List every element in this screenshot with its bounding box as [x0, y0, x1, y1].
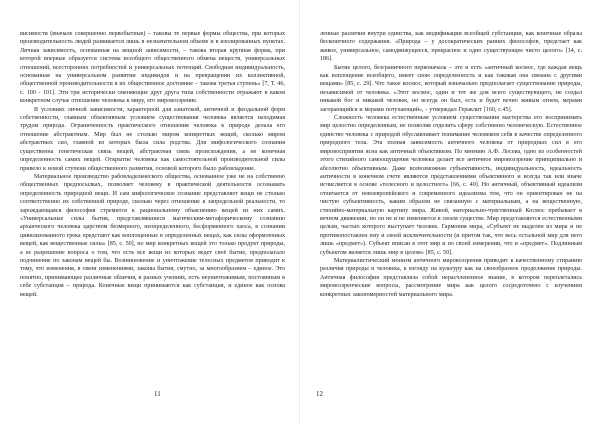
left-page-text: [20, 30, 285, 390]
paragraph: Сложность человека естественным условием существования мастерства его воспринимать мир целостно определенным, не позволяя отделить сферу собственно человеческую. Естественное единство человека с природой обуславливает понимание человеком себя в качестве определенного природного тела. Эта полная зависимость античного человека от природных сил в его мировосприятии ясна как античный объективизм. По мнению А.Ф. Лосева, одно из особенностей этого стихийного самоощущения человека делает все античное мировоззрение принципиально и абсолютно объективным. Даже всевозможная субъективность, индивидуальность, идеальность античности в конечном счете являются представлениями объективного и всегда так или иначе исчисляется в основе «телесного и целостного» [66, с. 40]. Но античный, объективный идеализм отличается от новоевропейского и современного идеализма тем, что он ориентирован не на чистую субъективность, каким образом не связанную с материальным, а на вещественную, стихийно-материальную картину мира. Живой, материально-чувственный Космос пребывает в вечном движении, но он не и не изменяется в своем существе. Мир представляется естественными целым, частью которого выступает человек. Гармония мира, «Субъект не выделен из мира и не противопоставлен ему и своей исключительности (и притом так, что весь остальной мир для него лишь «предмет»). Субъект вписан в этот мир и по своей измерении, что и «предмет». Подлинным субъектом является лишь мир в целом» [85, с. 50].: [320, 115, 582, 256]
right-page: [300, 0, 600, 424]
page-number: 12: [316, 390, 323, 398]
paragraph: В условиях личной зависимости, характерной для азиатской, античной и феодальной форм собственности, главным объективным условием существования человека является находимая трудом природа. Ограниченность практического отношения человека к природе делала его отношение абстрактным. Мир был не столько миром конкретных вещей, сколько миром абстрактных сил, главной из которых была сила родства. Для мифологического сознания существенна генетическая связь вещей, абстрактная связь происхождения, а не конечная определенность самих вещей. Открытие человека как самостоятельной производительной силы привело к новой ступени общественного развития, основой которого было рабовладение.: [20, 106, 285, 172]
page-number: 11: [154, 390, 161, 398]
paragraph: Материальное производство рабовладельческого общества, основанное уже не на собственно общественных предпосылках, позволяет человеку в практической деятельности осознавать определенность природной вещи. И сам мифологическое сознание представляет вещи не столько соответственно их собственной природе, сколько через отношение к запредельной реальности, то зарождающаяся философия стремится к рациональному объяснению вещей из них самих. «Универсальные силы бытия, представлявшиеся магическим-метафорическому сознанию архаического человека царством безмерного, неопределенного, бесформенного хаоса, в сознании цивилизованного грека предстают как воплощенные в определенных вещах, как силы оформленных вещей, как вещественные силы» [85, с. 50], но мир конкретных вещей это только продукт природы, а ее разрешение вопроса о том, что есть все вещи из которых ведет своё бытие, предполагало подчинение по законам вещей бы. Возникновение и уничтожение телесных предметов приводит к тому, что изменения, в связи изменениями, законы бытия, смутно, за многообразием – единое. Это понятно, принимающее различные обличия, в разных учениях, есть неуничтожимым, постоянным в себе субстанция – природа. Конечные вещи принимаются как субстанция, и единое как основа вещей.: [20, 173, 285, 298]
paragraph: Бытие целого, безграничного первоначала – это и есть «античный космос, где каждая вещь как воплощение всеобщего, имеет свою определенность и как таковая она связана с другими вещами» [85, с. 29]. Что такое космос, который изначально предполагает существование природы, независимой от человека. «Этот космос, один и тот же для всего существующего, не создал никакой бог и никакой человек, но всегда он был, есть и будет вечно живым огнем, мерами загорающийся и мерами потухающий», - утверждал Гераклит [160, с.45].: [320, 64, 582, 113]
right-page-text: [320, 30, 582, 390]
paragraph: Материалистический монизм античного мировоззрения приводит к качественному стиранию различия природы и человека, к взгляду на культуру как на своеобразное продолжение природы. Античная философия представляла собой нерасчлененное знание, в котором переплетались мировоззренческие вопросы, рассмотрение мира как целого сосредоточено с изучением конкретных закономерностей материального мира.: [320, 257, 582, 298]
paragraph: висимости (вначале совершенно первобытные) – таковы те первые формы общества, при которых производительность людей развивается лишь в незначительном объеме и в изолированных пунктах. Личная зависимость, основанная на вещной зависимости, – такова вторая крупная форма, при которой впервые образуется система всеобщего общественного обмена веществ, универсальных отношений, всесторонних потребностей и универсальных потенций. Свободная индивидуальность, основанная на универсальном развитии индивидов и на превращении их коллективной, общественной производительности в их общественное достояние – такова третья ступень» [7, Т. 46, с. 100 - 101]. Эти три исторически сменяющие друг друга типа собственности отражают в каком конкретном случае отношение человека к миру, его мировоззрение.: [20, 31, 285, 105]
paragraph: ленные различия внутри единства, как модификации всеобщей субстанции, как конечные образы бесконечного содержания. «Природа – у досократических ранних философов, предстает как живое, универсальное, самодвижущееся, прекрасное и одно существующее чисто целого» [14, с. 186].: [320, 31, 582, 63]
